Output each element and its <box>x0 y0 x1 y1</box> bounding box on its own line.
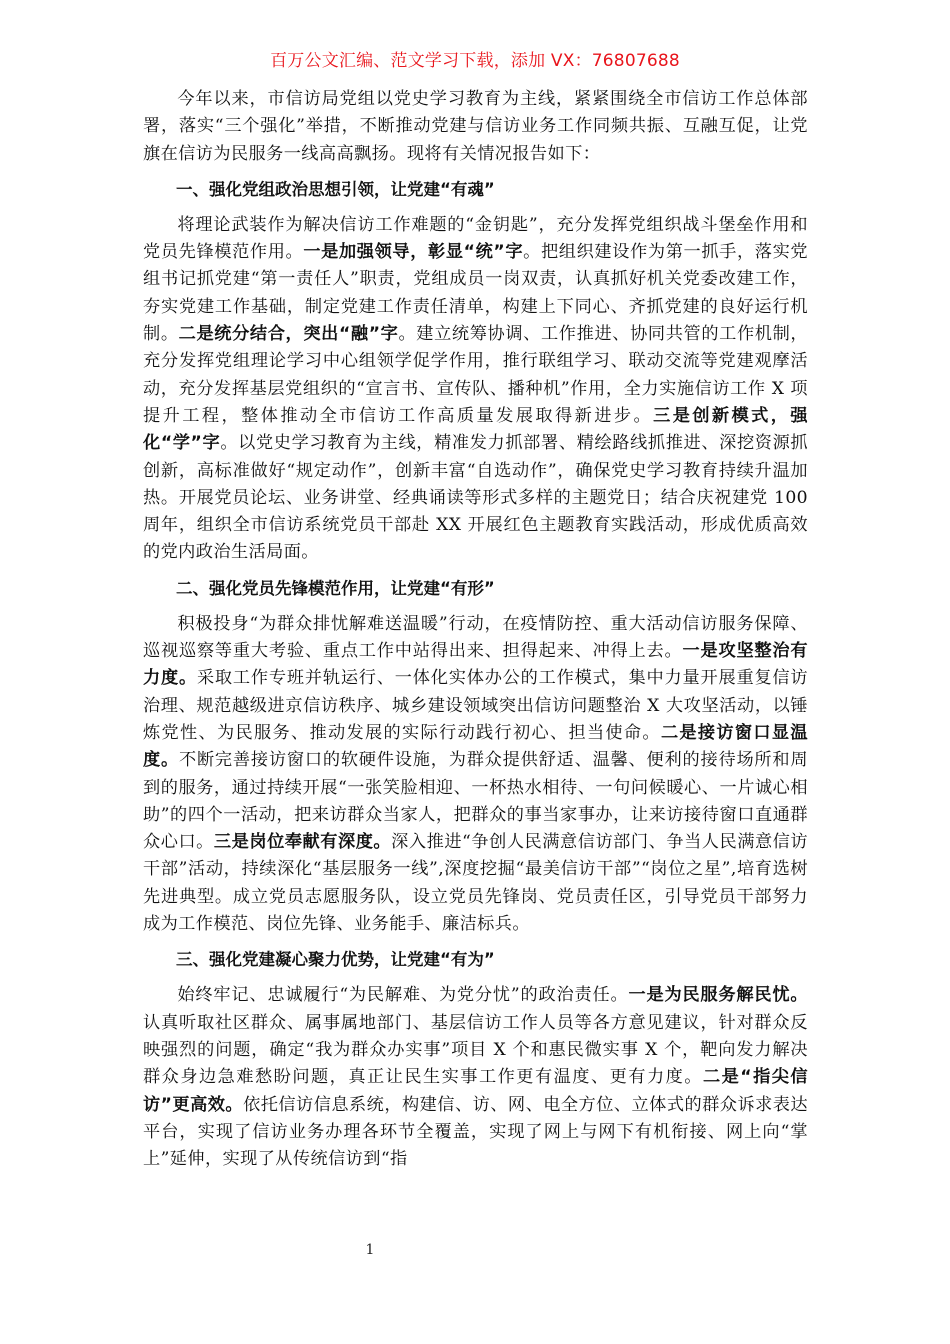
bold-point: 二是接访窗口显温度。 <box>143 722 809 771</box>
intro-paragraph: 今年以来，市信访局党组以党史学习教育为主线，紧紧围绕全市信访工作总体部署，落实“三个强化”举措，不断推动党建与信访业务工作同频共振、互融互促，让党旗在信访为民服务一线高高飘扬。现将有关情况报告如下： <box>143 89 808 164</box>
bold-point: 三是创新模式，强化“学”字 <box>143 405 808 454</box>
bold-point: 二是统分结合，突出“融”字 <box>178 324 399 345</box>
text-segment: 不断完善接访窗口的软硬件设施，为群众提供舒适、温馨、便利的接待场所和周到的服务，通过持续开展“一张笑脸相迎、一杯热水相待、一句问候暖心、一片诚心相助”的四个一活动，把来访群众当家人，把群众的事当家事办，让来访接待窗口直通群众心口。 <box>143 750 808 853</box>
bold-point: 三是岗位奉献有深度。 <box>213 832 392 853</box>
text-segment: 。建立统筹协调、工作推进、协同共管的工作机制，充分发挥党组理论学习中心组领学促学作用，推行联组学习、联动交流等党建观摩活动，充分发挥基层党组织的“宣言书、宣传队、播种机”作用，全力实施信访工作 X 项提升工程，整体推动全市信访工作高质量发展取得新进步。 <box>143 324 809 426</box>
section-heading-3: 三、强化党建凝心聚力优势，让党建“有为” <box>176 950 495 970</box>
text-segment: 。把组织建设作为第一抓手，落实党组书记抓党建“第一责任人”职责，党组成员一岗双责，认真抓好机关党委改建工作，夯实党建工作基础，制定党建工作责任清单，构建上下同心、齐抓党建的良好运行机制。 <box>143 242 808 345</box>
text-segment: 认真听取社区群众、属事属地部门、基层信访工作人员等各方意见建议，针对群众反映强烈的问题，确定“我为群众办实事”项目 X 个和惠民微实事 X 个，靶向发力解决群众身边急难愁盼问题，真正让民生实事工作更有温度、更有力度。 <box>143 1012 808 1088</box>
document-body <box>143 86 808 1173</box>
section-paragraph-3 <box>143 982 808 1173</box>
text-segment: 将理论武装作为解决信访工作难题的“金钥匙”，充分发挥党组织战斗堡垒作用和党员先锋模范作用。 <box>143 214 808 263</box>
section-heading-1: 一、强化党组政治思想引领，让党建“有魂” <box>176 179 495 199</box>
page-number: 1 <box>365 1242 375 1258</box>
section-paragraph-1 <box>143 212 808 567</box>
watermark-header: 百万公文汇编、范文学习下载，添加 VX：76807688 <box>270 51 680 71</box>
bold-point: 一是为民服务解民忧。 <box>628 985 808 1006</box>
section-heading-2: 二、强化党员先锋模范作用，让党建“有形” <box>176 578 495 598</box>
text-segment: 。以党史学习教育为主线，精准发力抓部署、精绘路线抓推进、深挖资源抓创新，高标准做好“规定动作”，创新丰富“自选动作”，确保党史学习教育持续升温加热。开展党员论坛、业务讲堂、经典诵读等形式多样的主题党日；结合庆祝建党 100 周年，组织全市信访系统党员干部赴 XX 开展红色主题教育实践活动，形成优质高效的党内政治生活局面。 <box>143 433 809 563</box>
text-segment: 采取工作专班并轨运行、一体化实体办公的工作模式，集中力量开展重复信访治理、规范越级进京信访秩序、城乡建设领域突出信访问题整治 X 大攻坚活动，以锤炼党性、为民服务、推动发展的实际行动践行初心、担当使命。 <box>143 668 808 743</box>
text-segment: 深入推进“争创人民满意信访部门、争当人民满意信访干部”活动，持续深化“基层服务一线”,深度挖掘“最美信访干部”“岗位之星”,培育选树先进典型。成立党员志愿服务队，设立党员先锋岗、党员责任区，引导党员干部努力成为工作模范、岗位先锋、业务能手、廉洁标兵。 <box>143 832 808 935</box>
bold-point: 一是攻坚整治有力度。 <box>143 641 808 689</box>
bold-point: 一是加强领导，彰显“统”字 <box>303 242 524 263</box>
text-segment: 积极投身“为群众排忧解难送温暖”行动，在疫情防控、重大活动信访服务保障、巡视巡察等重大考验、重点工作中站得出来、担得起来、冲得上去。 <box>143 613 808 662</box>
section-paragraph-2 <box>143 611 808 939</box>
text-segment: 始终牢记、忠诚履行“为民解难、为党分忧”的政治责任。 <box>177 985 629 1006</box>
bold-point: 二是“指尖信访”更高效。 <box>143 1067 808 1115</box>
text-segment: 依托信访信息系统，构建信、访、网、电全方位、立体式的群众诉求表达平台，实现了信访业务办理各环节全覆盖，实现了网上与网下有机衔接、网上向“掌上”延伸，实现了从传统信访到“指 <box>143 1094 808 1170</box>
